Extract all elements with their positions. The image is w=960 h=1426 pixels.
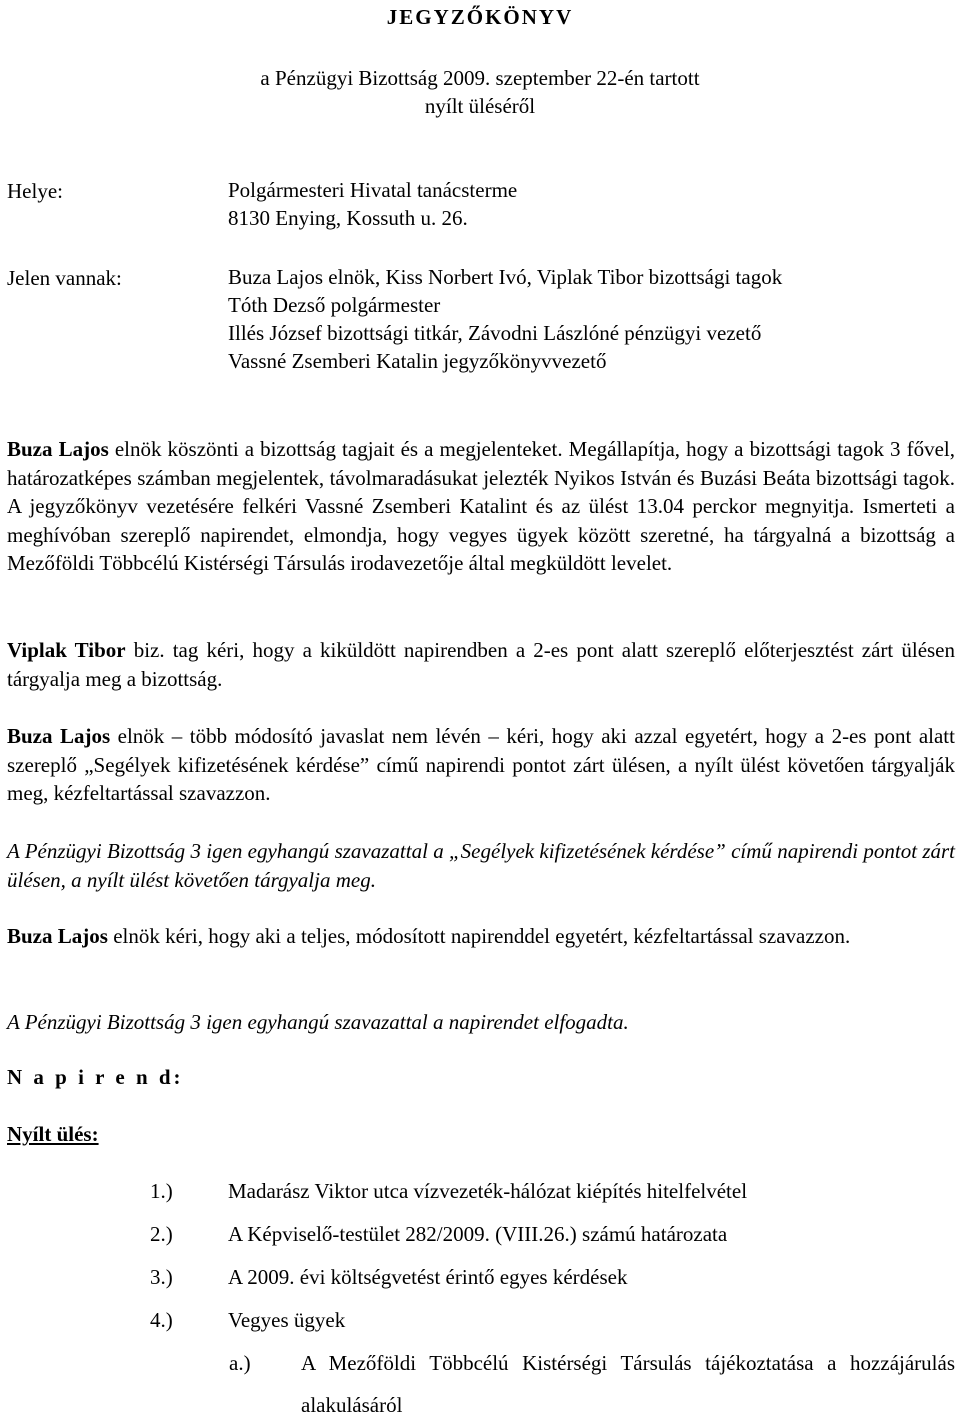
attendee-line: Illés József bizottsági titkár, Závodni Lászlóné pénzügyi vezető <box>228 321 762 345</box>
agenda-item-number: 4.) <box>150 1308 173 1332</box>
paragraph-opening <box>7 435 955 578</box>
document-subtitle <box>0 64 960 120</box>
location-line-2: 8130 Enying, Kossuth u. 26. <box>228 206 468 230</box>
agenda-heading: N a p i r e n d: <box>7 1065 184 1089</box>
paragraph-text: elnök köszönti a bizottság tagjait és a megjelenteket. Megállapítja, hogy a bizottsági tagok 3 fővel, határozatképes számban megjelentek, távolmaradásukat jelezték Nyikos István és Buzási Beáta bizottsági tagok. A jegyzőkönyv vezetésére felkéri Vassné Zsemberi Katalint és az ülést 13.04 perckor megnyitja. Ismerteti a meghívóban szereplő napirendet, elmondja, hogy vegyes ügyek között szeretné, ha tárgyalná a bizottság a Mezőföldi Többcélú Kistérségi Társulás irodavezetője által megküldött levelet. <box>7 437 955 575</box>
location-label: Helye: <box>7 179 63 203</box>
speaker-name: Viplak Tibor <box>7 638 126 662</box>
location-line-1: Polgármesteri Hivatal tanácsterme <box>228 178 518 202</box>
agenda-sub-item-text: A Mezőföldi Többcélú Kistérségi Társulás tájékoztatása a hozzájárulás alakulásáról <box>301 1351 955 1417</box>
agenda-sub-item <box>229 1342 955 1426</box>
subtitle-line-1: a Pénzügyi Bizottság 2009. szeptember 22-én tartott <box>260 66 700 90</box>
speaker-name: Buza Lajos <box>7 724 111 748</box>
paragraph-text: elnök – több módosító javaslat nem lévén – kéri, hogy aki azzal egyetért, hogy a 2-es pont alatt szereplő „Segélyek kifizetésének kérdése” című napirendi pontot zárt ülésen, a nyílt ülést követően tárgyalják meg, kézfeltartással szavazzon. <box>7 724 955 805</box>
paragraph-vote-request-1 <box>7 722 955 808</box>
agenda-item-text: Vegyes ügyek <box>228 1308 346 1332</box>
attendees-label: Jelen vannak: <box>7 266 122 290</box>
paragraph-vote-request-2 <box>7 922 955 951</box>
resolution-1: A Pénzügyi Bizottság 3 igen egyhangú szavazattal a „Segélyek kifizetésének kérdése” című napirendi pontot zárt ülésen, a nyílt ülést követően tárgyalja meg. <box>7 839 955 892</box>
agenda-item-number: 3.) <box>150 1265 173 1289</box>
agenda-sub-item-number: a.) <box>229 1351 251 1375</box>
resolution-2: A Pénzügyi Bizottság 3 igen egyhangú szavazattal a napirendet elfogadta. <box>7 1010 629 1034</box>
document-title: JEGYZŐKÖNYV <box>386 5 574 29</box>
speaker-name: Buza Lajos <box>7 924 108 948</box>
attendee-line: Tóth Dezső polgármester <box>228 293 441 317</box>
location-value <box>228 176 517 232</box>
attendee-line: Buza Lajos elnök, Kiss Norbert Ivó, Viplak Tibor bizottsági tagok <box>228 265 783 289</box>
paragraph-text: elnök kéri, hogy aki a teljes, módosított napirenddel egyetért, kézfeltartással szavazzon. <box>107 924 851 948</box>
agenda-item-text: A Képviselő-testület 282/2009. (VIII.26.) számú határozata <box>228 1222 728 1246</box>
agenda-item-text: A 2009. évi költségvetést érintő egyes kérdések <box>228 1265 628 1289</box>
subtitle-line-2: nyílt üléséről <box>424 94 536 118</box>
agenda-item-text: Madarász Viktor utca vízvezeték-hálózat kiépítés hitelfelvétel <box>228 1179 748 1203</box>
attendee-line: Vassné Zsemberi Katalin jegyzőkönyvvezető <box>228 349 607 373</box>
speaker-name: Buza Lajos <box>7 437 109 461</box>
agenda-item-number: 2.) <box>150 1222 173 1246</box>
open-session-heading: Nyílt ülés: <box>7 1122 99 1146</box>
paragraph-viplak <box>7 636 955 693</box>
agenda-item-number: 1.) <box>150 1179 173 1203</box>
attendees-list <box>228 263 782 375</box>
paragraph-text: biz. tag kéri, hogy a kiküldött napirendben a 2-es pont alatt szereplő előterjesztést zárt ülésen tárgyalja meg a bizottság. <box>7 638 956 691</box>
